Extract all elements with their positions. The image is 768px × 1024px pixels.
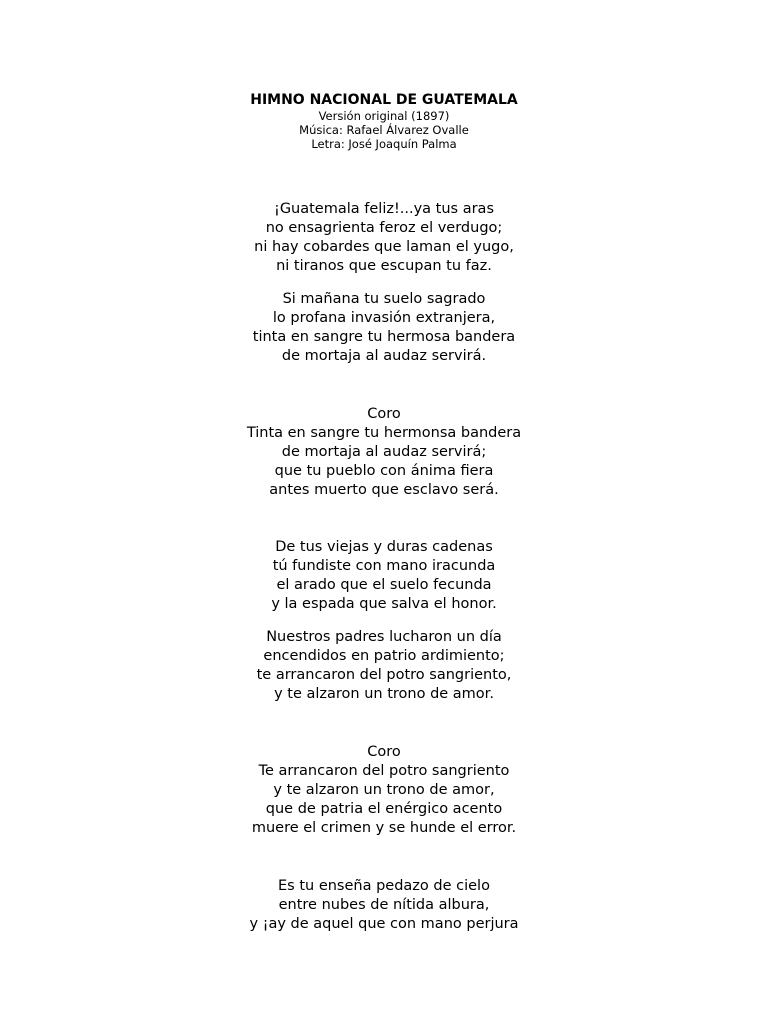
verse-line: te arrancaron del potro sangriento, [256,667,512,683]
lyrics-credit: Letra: José Joaquín Palma [311,137,457,151]
verse-line: muere el crimen y se hunde el error. [251,820,517,836]
document-header [0,91,768,151]
verse-line: De tus viejas y duras cadenas [275,539,493,555]
chorus-1 [0,405,768,500]
verse-line: Te arrancaron del potro sangriento [258,763,510,779]
verse-line: ¡Guatemala feliz!...ya tus aras [274,201,494,217]
stanza-3 [0,538,768,614]
verse-line: no ensagrienta feroz el verdugo; [265,220,503,236]
verse-line: el arado que el suelo fecunda [276,577,492,593]
chorus-2 [0,743,768,838]
verse-line: antes muerto que esclavo será. [269,482,499,498]
verse-line: que tu pueblo con ánima fiera [274,463,494,479]
chorus-heading: Coro [367,406,401,422]
verse-line: tú fundiste con mano iracunda [272,558,496,574]
verse-line: de mortaja al audaz servirá; [281,444,487,460]
verse-line: Si mañana tu suelo sagrado [282,291,486,307]
verse-line: Es tu enseña pedazo de cielo [278,878,490,894]
verse-line: y te alzaron un trono de amor, [273,782,495,798]
verse-line: entre nubes de nítida albura, [278,897,490,913]
document-title: HIMNO NACIONAL DE GUATEMALA [250,92,518,108]
verse-line: y la espada que salva el honor. [271,596,497,612]
stanza-2 [0,290,768,366]
verse-line: y ¡ay de aquel que con mano perjura [249,916,519,932]
verse-line: ni tiranos que escupan tu faz. [276,258,492,274]
verse-line: tinta en sangre tu hermosa bandera [252,329,516,345]
version-note: Versión original (1897) [318,109,450,123]
stanza-1 [0,200,768,276]
chorus-heading: Coro [367,744,401,760]
verse-line: lo profana invasión extranjera, [272,310,496,326]
verse-line: que de patria el enérgico acento [265,801,503,817]
music-credit: Música: Rafael Álvarez Ovalle [299,123,469,137]
verse-line: y te alzaron un trono de amor. [274,686,494,702]
verse-line: ni hay cobardes que laman el yugo, [254,239,514,255]
verse-line: de mortaja al audaz servirá. [281,348,487,364]
stanza-4 [0,628,768,704]
verse-line: Tinta en sangre tu hermonsa bandera [246,425,522,441]
stanza-5 [0,877,768,934]
verse-line: encendidos en patrio ardimiento; [263,648,505,664]
verse-line: Nuestros padres lucharon un día [266,629,502,645]
